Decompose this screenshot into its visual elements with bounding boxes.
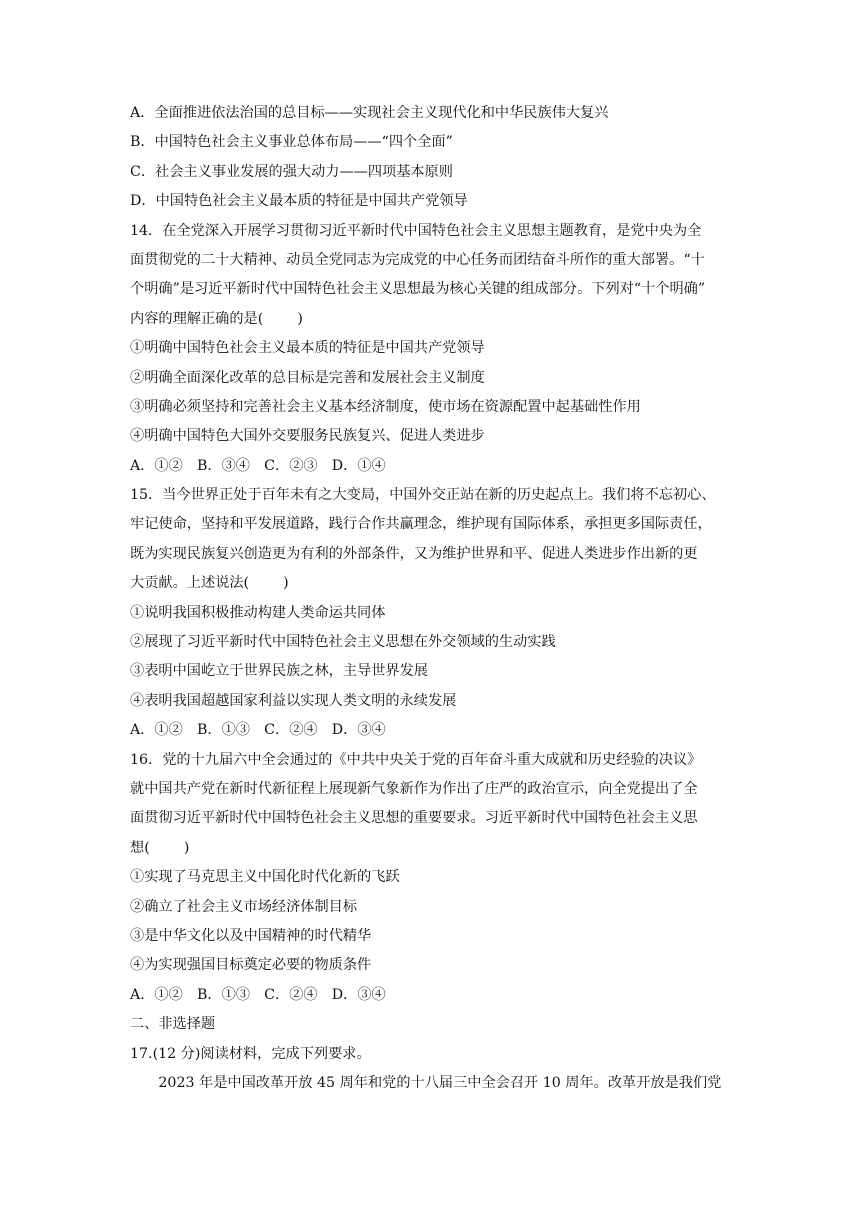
q15-choices: A．①② B．①③ C．②④ D．③④ — [130, 722, 386, 739]
q14-stem-line-2: 面贯彻党的二十大精神、动员全党同志为完成党的中心任务而团结奋斗所作的重大部署。“十 — [130, 251, 705, 268]
q16-stem-line-1: 16．党的十九届六中全会通过的《中共中央关于党的百年奋斗重大成就和历史经验的决议》 — [130, 751, 702, 768]
page-content — [130, 99, 738, 1098]
q15-stem-close: ) — [283, 575, 289, 592]
q15-stem-line-2: 牢记使命，坚持和平发展道路，践行合作共赢理念，维护现有国际体系，承担更多国际责任， — [130, 516, 712, 533]
q16-statement-1: ①实现了马克思主义中国化时代化新的飞跃 — [130, 869, 400, 886]
q14-statement-1: ①明确中国特色社会主义最本质的特征是中国共产党领导 — [130, 340, 485, 357]
q14-statement-4: ④明确中国特色大国外交要服务民族复兴、促进人类进步 — [130, 428, 485, 445]
q16-statement-3: ③是中华文化以及中国精神的时代精华 — [130, 927, 372, 944]
q15-stem-text: 大贡献。上述说法( — [130, 575, 250, 592]
q16-stem-close: ) — [183, 839, 190, 856]
q14-statement-3: ③明确必须坚持和完善社会主义基本经济制度，使市场在资源配置中起基础性作用 — [130, 398, 641, 415]
q15-statement-1: ①说明我国积极推动构建人类命运共同体 — [130, 604, 386, 621]
section-heading: 二、非选择题 — [130, 1016, 216, 1033]
q14-stem-line-4 — [130, 305, 738, 334]
q17-heading: 17.(12 分)阅读材料，完成下列要求。 — [130, 1045, 371, 1062]
q16-stem-line-4 — [130, 834, 738, 863]
q14-stem-text: 内容的理解正确的是( — [130, 310, 264, 327]
q16-statement-4: ④为实现强国目标奠定必要的物质条件 — [130, 957, 372, 974]
q17-material-line: 2023 年是中国改革开放 45 周年和党的十八届三中全会召开 10 周年。改革开放是我们党 — [158, 1074, 722, 1091]
q13-option-d: D．中国特色社会主义最本质的特征是中国共产党领导 — [130, 193, 468, 210]
q15-statement-3: ③表明中国屹立于世界民族之林，主导世界发展 — [130, 663, 428, 680]
q13-option-c: C．社会主义事业发展的强大动力——四项基本原则 — [130, 163, 453, 180]
q13-option-a: A．全面推进依法治国的总目标——实现社会主义现代化和中华民族伟大复兴 — [130, 105, 609, 121]
q15-stem-line-4 — [130, 569, 738, 598]
q14-stem-line-3: 个明确”是习近平新时代中国特色社会主义思想最为核心关键的组成部分。下列对“十个明确” — [130, 281, 706, 298]
q14-stem-line-1: 14．在全党深入开展学习贯彻习近平新时代中国特色社会主义思想主题教育，是党中央为全 — [130, 222, 702, 239]
q16-stem-line-2: 就中国共产党在新时代新征程上展现新气象新作为作出了庄严的政治宣示，向全党提出了全 — [130, 780, 698, 797]
q15-statement-4: ④表明我国超越国家利益以实现人类文明的永续发展 — [130, 692, 457, 709]
q13-option-b: B．中国特色社会主义事业总体布局——“四个全面” — [130, 134, 453, 151]
q15-stem-line-1: 15．当今世界正处于百年未有之大变局，中国外交正站在新的历史起点上。我们将不忘初心、 — [130, 487, 716, 504]
q16-choices: A．①② B．①③ C．②④ D．③④ — [130, 986, 386, 1003]
q16-statement-2: ②确立了社会主义市场经济体制目标 — [130, 898, 358, 915]
q14-statement-2: ②明确全面深化改革的总目标是完善和发展社会主义制度 — [130, 369, 485, 386]
q16-stem-text: 想( — [130, 839, 150, 856]
q15-statement-2: ②展现了习近平新时代中国特色社会主义思想在外交领域的生动实践 — [130, 634, 556, 651]
q14-stem-close: ) — [297, 310, 303, 327]
q15-stem-line-3: 既为实现民族复兴创造更为有利的外部条件，又为维护世界和平、促进人类进步作出新的更 — [130, 545, 698, 562]
q16-stem-line-3: 面贯彻习近平新时代中国特色社会主义思想的重要要求。习近平新时代中国特色社会主义思 — [130, 810, 698, 827]
q14-choices: A．①② B．③④ C．②③ D．①④ — [130, 457, 386, 474]
